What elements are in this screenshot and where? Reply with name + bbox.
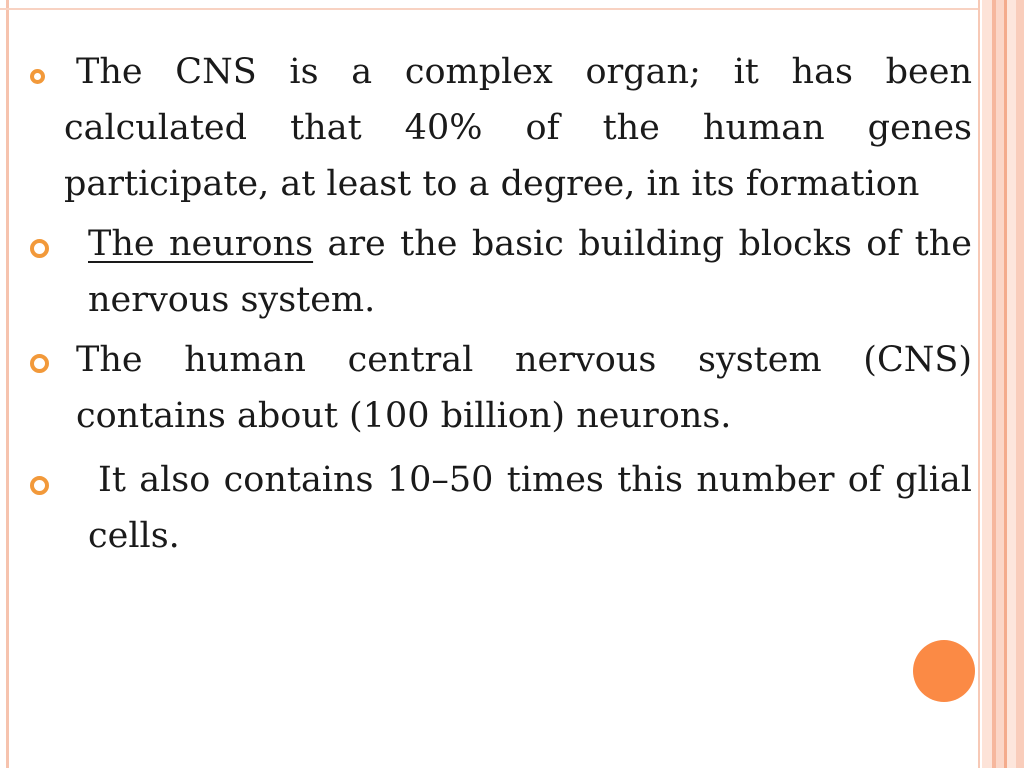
bullet-text-rest: are the basic building blocks of the nervous system. (88, 224, 972, 320)
decorative-stripe (978, 0, 980, 768)
bullet-list (30, 44, 972, 564)
decorative-stripe (982, 0, 992, 768)
decorative-stripe (1007, 0, 1016, 768)
top-border-line (0, 8, 980, 10)
bullet-ring-icon (30, 476, 49, 495)
left-border-line (6, 0, 9, 768)
bullet-text: The CNS is a complex organ; it has been calculated that 40% of the human genes participate, at least to a degree, in its formation (64, 52, 972, 204)
orange-circle-decoration (913, 640, 975, 702)
bullet-text: It also contains 10–50 times this number of glial cells. (88, 460, 972, 556)
bullet-item (30, 452, 972, 564)
bullet-ring-icon (30, 354, 49, 373)
right-decorative-band (978, 0, 1024, 768)
bullet-text (30, 216, 972, 328)
decorative-stripe (996, 0, 1004, 768)
decorative-stripe (1016, 0, 1024, 768)
bullet-ring-icon (30, 69, 45, 84)
bullet-item (30, 332, 972, 444)
bullet-item (30, 44, 972, 212)
bullet-item (30, 216, 972, 328)
bullet-text: The human central nervous system (CNS) contains about (100 billion) neurons. (76, 340, 972, 436)
bullet-ring-icon (30, 239, 49, 258)
emphasized-term: The neurons (88, 224, 314, 264)
